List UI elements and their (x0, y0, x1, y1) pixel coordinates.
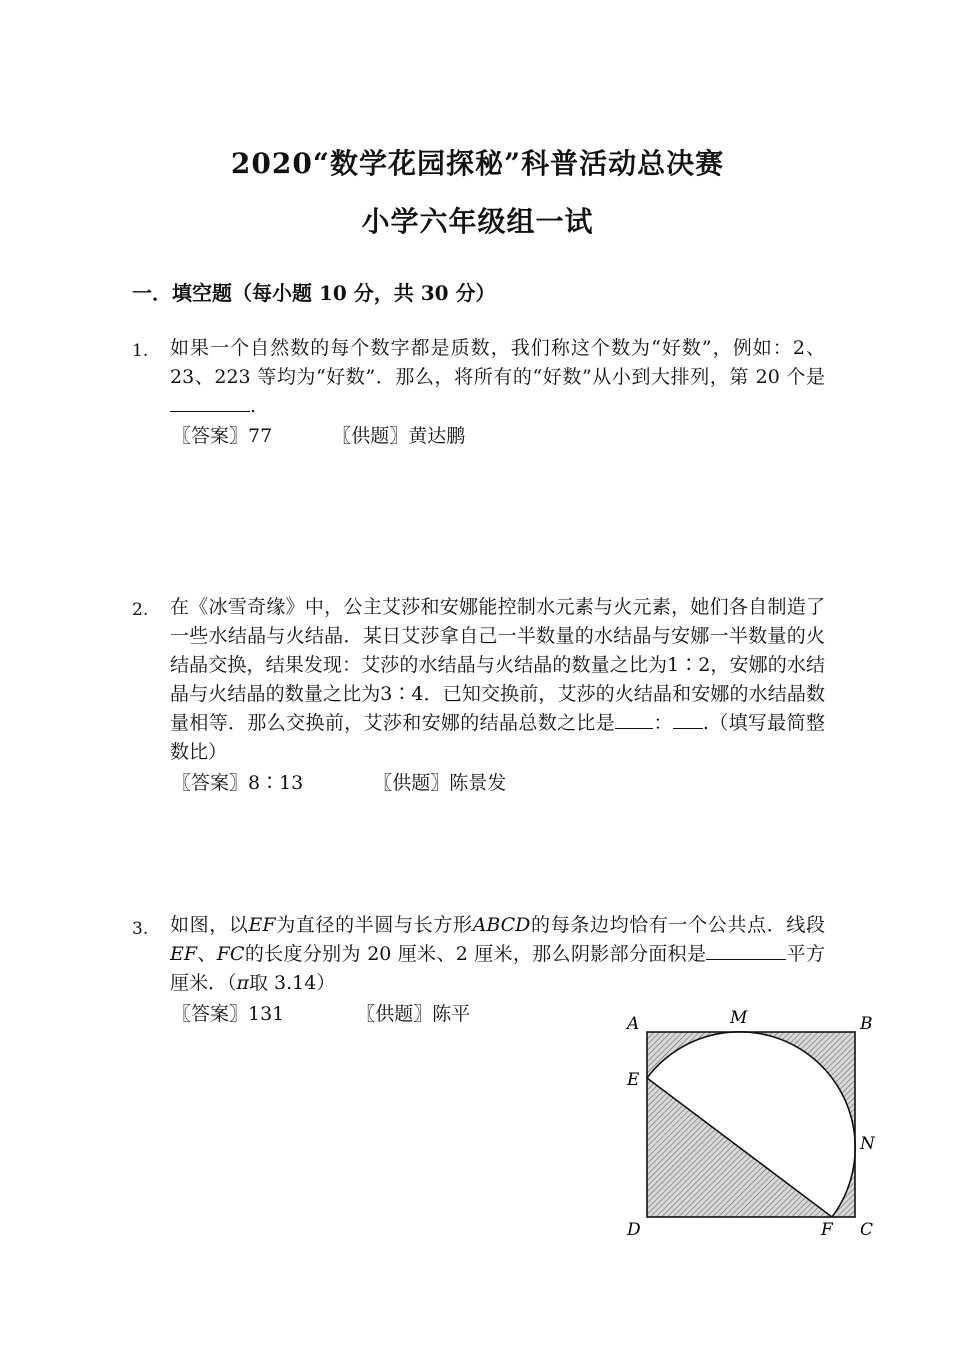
question-1-end: . (250, 395, 257, 417)
label-a: A (627, 1014, 640, 1034)
question-2-text (170, 593, 825, 767)
question-3-answer: 〖答案〗131 (172, 1003, 285, 1025)
answer-blank (706, 941, 786, 960)
label-f: F (821, 1220, 833, 1240)
var-pi: π (236, 972, 250, 994)
question-3-answer-line (172, 999, 470, 1026)
var-abcd: ABCD (472, 914, 531, 936)
label-c: C (860, 1220, 874, 1240)
question-3-body-e: 的长度分别为 20 厘米、2 厘米，那么阴影部分面积是 (244, 943, 707, 965)
question-1-answer-line (172, 421, 465, 448)
section-heading: 一．填空题（每小题 10 分，共 30 分） (132, 281, 496, 305)
question-3-body-g: 取 3.14） (249, 972, 336, 994)
var-ef: EF (248, 914, 276, 936)
question-3-author: 〖供题〗陈平 (356, 1003, 471, 1025)
answer-blank (170, 393, 250, 412)
answer-blank (615, 710, 653, 729)
question-3-body-f: 平方厘米．（ (170, 943, 825, 994)
question-3-text (170, 911, 825, 998)
page-subtitle: 小学六年级组一试 (361, 205, 594, 238)
question-2-colon: ： (653, 712, 673, 734)
page-title: 2020“数学花园探秘”科普活动总决赛 (230, 147, 725, 180)
var-fc: FC (216, 943, 245, 965)
answer-blank (673, 710, 703, 729)
question-3-body-d: 、 (197, 943, 217, 965)
question-3-body-c: 的每条边均恰有一个公共点．线段 (530, 914, 825, 936)
question-1-number: 1. (132, 341, 149, 361)
label-n: N (860, 1134, 875, 1154)
question-1-text (170, 334, 825, 421)
question-2-end: .（填写最简整数比） (170, 712, 825, 763)
label-e: E (627, 1070, 640, 1090)
question-1-answer: 〖答案〗77 (172, 425, 273, 447)
question-3-body-a: 如图，以 (170, 914, 249, 936)
question-1-body: 如果一个自然数的每个数字都是质数，我们称这个数为“好数”，例如：2、23、223 等均为“好数”．那么，将所有的“好数”从小到大排列，第 20 个是 (170, 337, 825, 388)
question-3-body-b: 为直径的半圆与长方形 (275, 914, 473, 936)
question-2-answer: 〖答案〗8∶13 (172, 772, 304, 794)
label-d: D (627, 1220, 641, 1240)
var-ef: EF (170, 943, 198, 965)
question-2-answer-line (172, 768, 506, 795)
question-3-number: 3. (132, 919, 149, 939)
question-1-author: 〖供题〗黄达鹏 (332, 425, 466, 447)
geometry-figure (610, 1000, 890, 1250)
question-2-author: 〖供题〗陈景发 (373, 772, 507, 794)
label-m: M (730, 1008, 748, 1028)
question-2-body: 在《冰雪奇缘》中，公主艾莎和安娜能控制水元素与火元素，她们各自制造了一些水结晶与火结晶．某日艾莎拿自己一半数量的水结晶与安娜一半数量的火结晶交换，结果发现：艾莎的水结晶与火结晶的数量之比为1∶2，安娜的水结晶与火结晶的数量之比为3∶4．已知交换前，艾莎的火结晶和安娜的水结晶数量相等．那么交换前，艾莎和安娜的结晶总数之比是 (170, 596, 825, 734)
question-2-number: 2. (132, 600, 149, 620)
label-b: B (860, 1014, 873, 1034)
